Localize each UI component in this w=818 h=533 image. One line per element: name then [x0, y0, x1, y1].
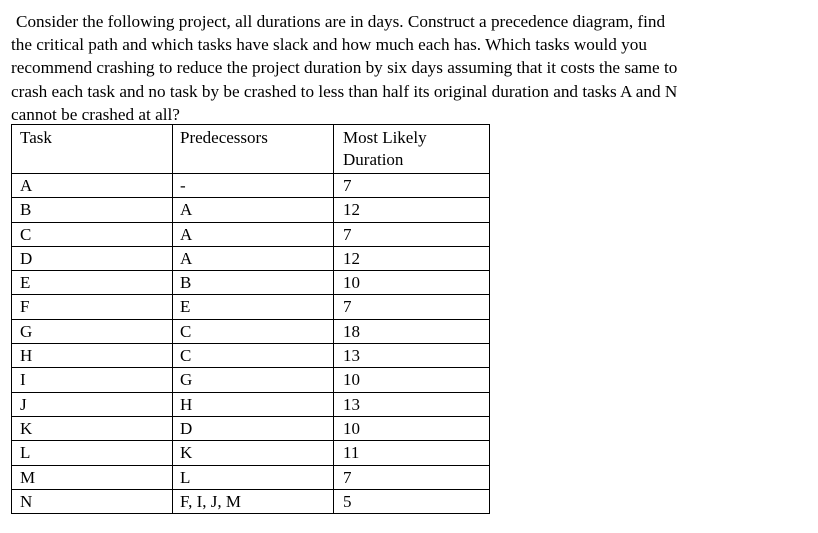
- table-row: [12, 441, 490, 465]
- cell-task: H: [12, 344, 173, 368]
- cell-task: G: [12, 319, 173, 343]
- header-duration-line1: Most Likely: [343, 128, 427, 147]
- table-header-row: [12, 125, 490, 174]
- cell-task: M: [12, 465, 173, 489]
- cell-task: B: [12, 198, 173, 222]
- cell-duration: 18: [334, 319, 490, 343]
- cell-duration: 7: [334, 222, 490, 246]
- table-row: [12, 222, 490, 246]
- cell-predecessors: B: [173, 271, 334, 295]
- cell-duration: 12: [334, 198, 490, 222]
- cell-task: J: [12, 392, 173, 416]
- header-task: Task: [12, 125, 173, 174]
- cell-predecessors: -: [173, 174, 334, 198]
- cell-duration: 13: [334, 392, 490, 416]
- cell-predecessors: H: [173, 392, 334, 416]
- question-line: crash each task and no task by be crashed to less than half its original duration and tasks A and N: [11, 81, 678, 101]
- cell-predecessors: K: [173, 441, 334, 465]
- table-row: [12, 416, 490, 440]
- cell-duration: 7: [334, 174, 490, 198]
- cell-predecessors: A: [173, 198, 334, 222]
- table-row: [12, 465, 490, 489]
- cell-task: D: [12, 246, 173, 270]
- cell-duration: 13: [334, 344, 490, 368]
- cell-duration: 10: [334, 271, 490, 295]
- cell-task: I: [12, 368, 173, 392]
- cell-predecessors: A: [173, 222, 334, 246]
- cell-predecessors: A: [173, 246, 334, 270]
- cell-predecessors: C: [173, 319, 334, 343]
- cell-predecessors: E: [173, 295, 334, 319]
- cell-duration: 7: [334, 465, 490, 489]
- cell-predecessors: G: [173, 368, 334, 392]
- question-line: cannot be crashed at all?: [11, 104, 180, 124]
- cell-task: N: [12, 489, 173, 513]
- header-duration: [334, 125, 490, 174]
- table-row: [12, 246, 490, 270]
- table-row: [12, 392, 490, 416]
- header-duration-line2: Duration: [343, 150, 404, 169]
- cell-task: E: [12, 271, 173, 295]
- question-line: Consider the following project, all durations are in days. Construct a precedence diagram, find: [16, 12, 666, 31]
- cell-predecessors: F, I, J, M: [173, 489, 334, 513]
- table-row: [12, 271, 490, 295]
- cell-task: L: [12, 441, 173, 465]
- table-row: [12, 198, 490, 222]
- cell-duration: 5: [334, 489, 490, 513]
- table-row: [12, 368, 490, 392]
- cell-duration: 10: [334, 416, 490, 440]
- cell-duration: 11: [334, 441, 490, 465]
- cell-predecessors: L: [173, 465, 334, 489]
- cell-predecessors: D: [173, 416, 334, 440]
- cell-predecessors: C: [173, 344, 334, 368]
- cell-task: A: [12, 174, 173, 198]
- cell-duration: 7: [334, 295, 490, 319]
- header-predecessors: Predecessors: [173, 125, 334, 174]
- task-table: [11, 124, 490, 514]
- cell-duration: 12: [334, 246, 490, 270]
- question-line: the critical path and which tasks have slack and how much each has. Which tasks would you: [11, 35, 647, 55]
- table-row: [12, 489, 490, 513]
- table-row: [12, 295, 490, 319]
- cell-task: F: [12, 295, 173, 319]
- table-row: [12, 174, 490, 198]
- question-text: [11, 10, 811, 126]
- cell-duration: 10: [334, 368, 490, 392]
- table-row: [12, 344, 490, 368]
- question-line: recommend crashing to reduce the project duration by six days assuming that it costs the same to: [11, 58, 678, 78]
- table-row: [12, 319, 490, 343]
- cell-task: K: [12, 416, 173, 440]
- cell-task: C: [12, 222, 173, 246]
